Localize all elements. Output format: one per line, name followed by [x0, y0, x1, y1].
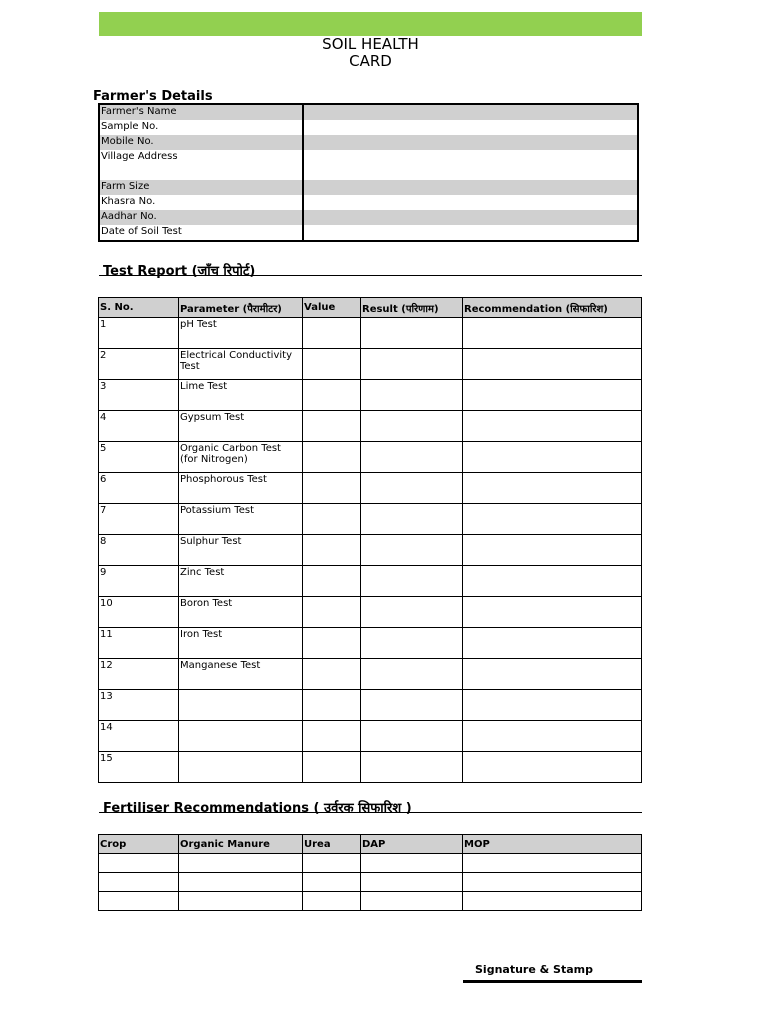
farmer-details-table	[98, 103, 639, 242]
table-row	[99, 873, 642, 892]
value-cell[interactable]	[303, 597, 361, 628]
parameter-line-2: (for Nitrogen)	[180, 454, 248, 465]
test-column-header: Recommendation (सिफारिश)	[463, 298, 642, 318]
value-cell[interactable]	[303, 411, 361, 442]
recommendation-cell[interactable]	[463, 504, 642, 535]
serial-number-cell: 13	[99, 690, 179, 721]
recommendation-cell[interactable]	[463, 659, 642, 690]
farmer-field-row	[100, 120, 637, 135]
farmer-field-value[interactable]	[304, 135, 637, 150]
fertiliser-column-header: DAP	[361, 835, 463, 854]
parameter-line-1: Phosphorous Test	[180, 474, 267, 485]
table-row	[99, 597, 642, 628]
table-row	[99, 442, 642, 473]
table-row	[99, 380, 642, 411]
fertiliser-table	[98, 834, 642, 911]
table-row	[99, 411, 642, 442]
table-row	[99, 535, 642, 566]
farmer-field-value[interactable]	[304, 120, 637, 135]
parameter-line-1: Sulphur Test	[180, 536, 242, 547]
farmer-field-row	[100, 150, 637, 180]
table-row	[99, 690, 642, 721]
farmer-field-label: Sample No.	[101, 121, 159, 132]
fertiliser-cell[interactable]	[361, 854, 463, 873]
recommendation-cell[interactable]	[463, 535, 642, 566]
parameter-cell	[179, 597, 303, 628]
farmer-table-divider	[302, 105, 304, 240]
result-cell[interactable]	[361, 349, 463, 380]
signature-stamp-label: Signature & Stamp	[475, 963, 593, 976]
parameter-cell	[179, 380, 303, 411]
farmer-field-label: Aadhar No.	[101, 211, 157, 222]
table-row	[99, 318, 642, 349]
parameter-line-1: Organic Carbon Test	[180, 443, 281, 454]
serial-number-cell: 9	[99, 566, 179, 597]
fertiliser-column-header: MOP	[463, 835, 642, 854]
result-cell[interactable]	[361, 442, 463, 473]
result-cell[interactable]	[361, 318, 463, 349]
farmer-field-label: Village Address	[101, 151, 178, 162]
recommendation-cell[interactable]	[463, 690, 642, 721]
fertiliser-cell[interactable]	[99, 892, 179, 911]
result-cell[interactable]	[361, 411, 463, 442]
value-cell[interactable]	[303, 566, 361, 597]
serial-number-cell: 5	[99, 442, 179, 473]
serial-number-cell: 8	[99, 535, 179, 566]
test-report-underline	[99, 275, 642, 276]
farmer-field-label: Khasra No.	[101, 196, 156, 207]
parameter-cell	[179, 535, 303, 566]
parameter-line-1: Potassium Test	[180, 505, 254, 516]
recommendation-cell[interactable]	[463, 442, 642, 473]
parameter-line-1: Electrical Conductivity	[180, 350, 292, 361]
value-cell[interactable]	[303, 473, 361, 504]
result-cell[interactable]	[361, 566, 463, 597]
title-line-2: CARD	[349, 52, 392, 70]
value-cell[interactable]	[303, 442, 361, 473]
title-line-1: SOIL HEALTH	[322, 35, 419, 53]
fertiliser-cell[interactable]	[361, 892, 463, 911]
recommendation-cell[interactable]	[463, 628, 642, 659]
value-cell[interactable]	[303, 349, 361, 380]
result-cell[interactable]	[361, 628, 463, 659]
test-report-heading: Test Report (जाँच रिपोर्ट)	[103, 264, 256, 279]
parameter-cell	[179, 721, 303, 752]
result-cell[interactable]	[361, 597, 463, 628]
value-cell[interactable]	[303, 535, 361, 566]
parameter-cell	[179, 318, 303, 349]
serial-number-cell: 14	[99, 721, 179, 752]
table-row	[99, 349, 642, 380]
parameter-line-1: Manganese Test	[180, 660, 261, 671]
fertiliser-underline	[99, 812, 642, 813]
parameter-cell	[179, 659, 303, 690]
value-cell[interactable]	[303, 318, 361, 349]
table-row	[99, 473, 642, 504]
value-cell[interactable]	[303, 690, 361, 721]
farmer-field-value[interactable]	[304, 210, 637, 225]
table-row	[99, 854, 642, 873]
value-cell[interactable]	[303, 659, 361, 690]
recommendation-cell[interactable]	[463, 380, 642, 411]
serial-number-cell: 4	[99, 411, 179, 442]
parameter-line-1: Gypsum Test	[180, 412, 245, 423]
table-row	[99, 566, 642, 597]
test-column-header: S. No.	[99, 298, 179, 318]
recommendation-cell[interactable]	[463, 752, 642, 783]
farmer-field-row	[100, 195, 637, 210]
table-row	[99, 752, 642, 783]
serial-number-cell: 11	[99, 628, 179, 659]
farmer-field-value[interactable]	[304, 195, 637, 210]
farmer-field-value[interactable]	[304, 150, 637, 180]
farmer-field-label: Date of Soil Test	[101, 226, 182, 237]
farmer-field-value[interactable]	[304, 180, 637, 195]
serial-number-cell: 1	[99, 318, 179, 349]
test-column-header: Value	[303, 298, 361, 318]
farmer-field-row	[100, 180, 637, 195]
fertiliser-cell[interactable]	[463, 892, 642, 911]
parameter-cell	[179, 349, 303, 380]
fertiliser-column-header: Urea	[303, 835, 361, 854]
result-cell[interactable]	[361, 721, 463, 752]
recommendation-cell[interactable]	[463, 721, 642, 752]
recommendation-cell[interactable]	[463, 566, 642, 597]
farmer-field-label: Farm Size	[101, 181, 150, 192]
serial-number-cell: 3	[99, 380, 179, 411]
value-cell[interactable]	[303, 380, 361, 411]
parameter-line-2: Test	[180, 361, 200, 372]
value-cell[interactable]	[303, 628, 361, 659]
table-row	[99, 892, 642, 911]
fertiliser-cell[interactable]	[99, 873, 179, 892]
value-cell[interactable]	[303, 504, 361, 535]
result-cell[interactable]	[361, 752, 463, 783]
farmer-field-value[interactable]	[304, 105, 637, 120]
test-column-header: Result (परिणाम)	[361, 298, 463, 318]
fertiliser-cell[interactable]	[303, 854, 361, 873]
parameter-cell	[179, 690, 303, 721]
fertiliser-column-header: Organic Manure	[179, 835, 303, 854]
value-cell[interactable]	[303, 721, 361, 752]
farmer-field-value[interactable]	[304, 225, 637, 240]
farmer-field-label: Farmer's Name	[101, 106, 177, 117]
fertiliser-heading: Fertiliser Recommendations ( उर्वरक सिफारिश )	[103, 801, 412, 816]
parameter-cell	[179, 442, 303, 473]
result-cell[interactable]	[361, 659, 463, 690]
result-cell[interactable]	[361, 535, 463, 566]
parameter-cell	[179, 411, 303, 442]
serial-number-cell: 2	[99, 349, 179, 380]
header-accent-bar	[99, 12, 642, 36]
serial-number-cell: 10	[99, 597, 179, 628]
value-cell[interactable]	[303, 752, 361, 783]
parameter-cell	[179, 473, 303, 504]
fertiliser-cell[interactable]	[463, 873, 642, 892]
page-title	[99, 36, 642, 70]
fertiliser-cell[interactable]	[179, 854, 303, 873]
serial-number-cell: 7	[99, 504, 179, 535]
fertiliser-cell[interactable]	[179, 873, 303, 892]
recommendation-cell[interactable]	[463, 411, 642, 442]
fertiliser-cell[interactable]	[303, 892, 361, 911]
parameter-line-1: pH Test	[180, 319, 217, 330]
parameter-line-1: Iron Test	[180, 629, 223, 640]
fertiliser-cell[interactable]	[303, 873, 361, 892]
result-cell[interactable]	[361, 380, 463, 411]
serial-number-cell: 15	[99, 752, 179, 783]
table-row	[99, 628, 642, 659]
recommendation-cell[interactable]	[463, 349, 642, 380]
parameter-cell	[179, 628, 303, 659]
fertiliser-cell[interactable]	[463, 854, 642, 873]
parameter-cell	[179, 752, 303, 783]
fertiliser-cell[interactable]	[361, 873, 463, 892]
serial-number-cell: 12	[99, 659, 179, 690]
farmer-field-row	[100, 225, 637, 240]
serial-number-cell: 6	[99, 473, 179, 504]
table-row	[99, 659, 642, 690]
parameter-cell	[179, 566, 303, 597]
farmer-details-heading: Farmer's Details	[93, 89, 213, 104]
fertiliser-cell[interactable]	[179, 892, 303, 911]
test-report-table	[98, 297, 642, 783]
result-cell[interactable]	[361, 504, 463, 535]
parameter-line-1: Lime Test	[180, 381, 228, 392]
test-column-header: Parameter (पैरामीटर)	[179, 298, 303, 318]
table-row	[99, 721, 642, 752]
farmer-field-row	[100, 105, 637, 120]
signature-line	[463, 980, 642, 983]
table-row	[99, 504, 642, 535]
farmer-field-row	[100, 210, 637, 225]
fertiliser-cell[interactable]	[99, 854, 179, 873]
result-cell[interactable]	[361, 473, 463, 504]
recommendation-cell[interactable]	[463, 318, 642, 349]
recommendation-cell[interactable]	[463, 597, 642, 628]
result-cell[interactable]	[361, 690, 463, 721]
fertiliser-column-header: Crop	[99, 835, 179, 854]
farmer-field-row	[100, 135, 637, 150]
recommendation-cell[interactable]	[463, 473, 642, 504]
parameter-line-1: Boron Test	[180, 598, 233, 609]
parameter-line-1: Zinc Test	[180, 567, 225, 578]
parameter-cell	[179, 504, 303, 535]
farmer-field-label: Mobile No.	[101, 136, 154, 147]
